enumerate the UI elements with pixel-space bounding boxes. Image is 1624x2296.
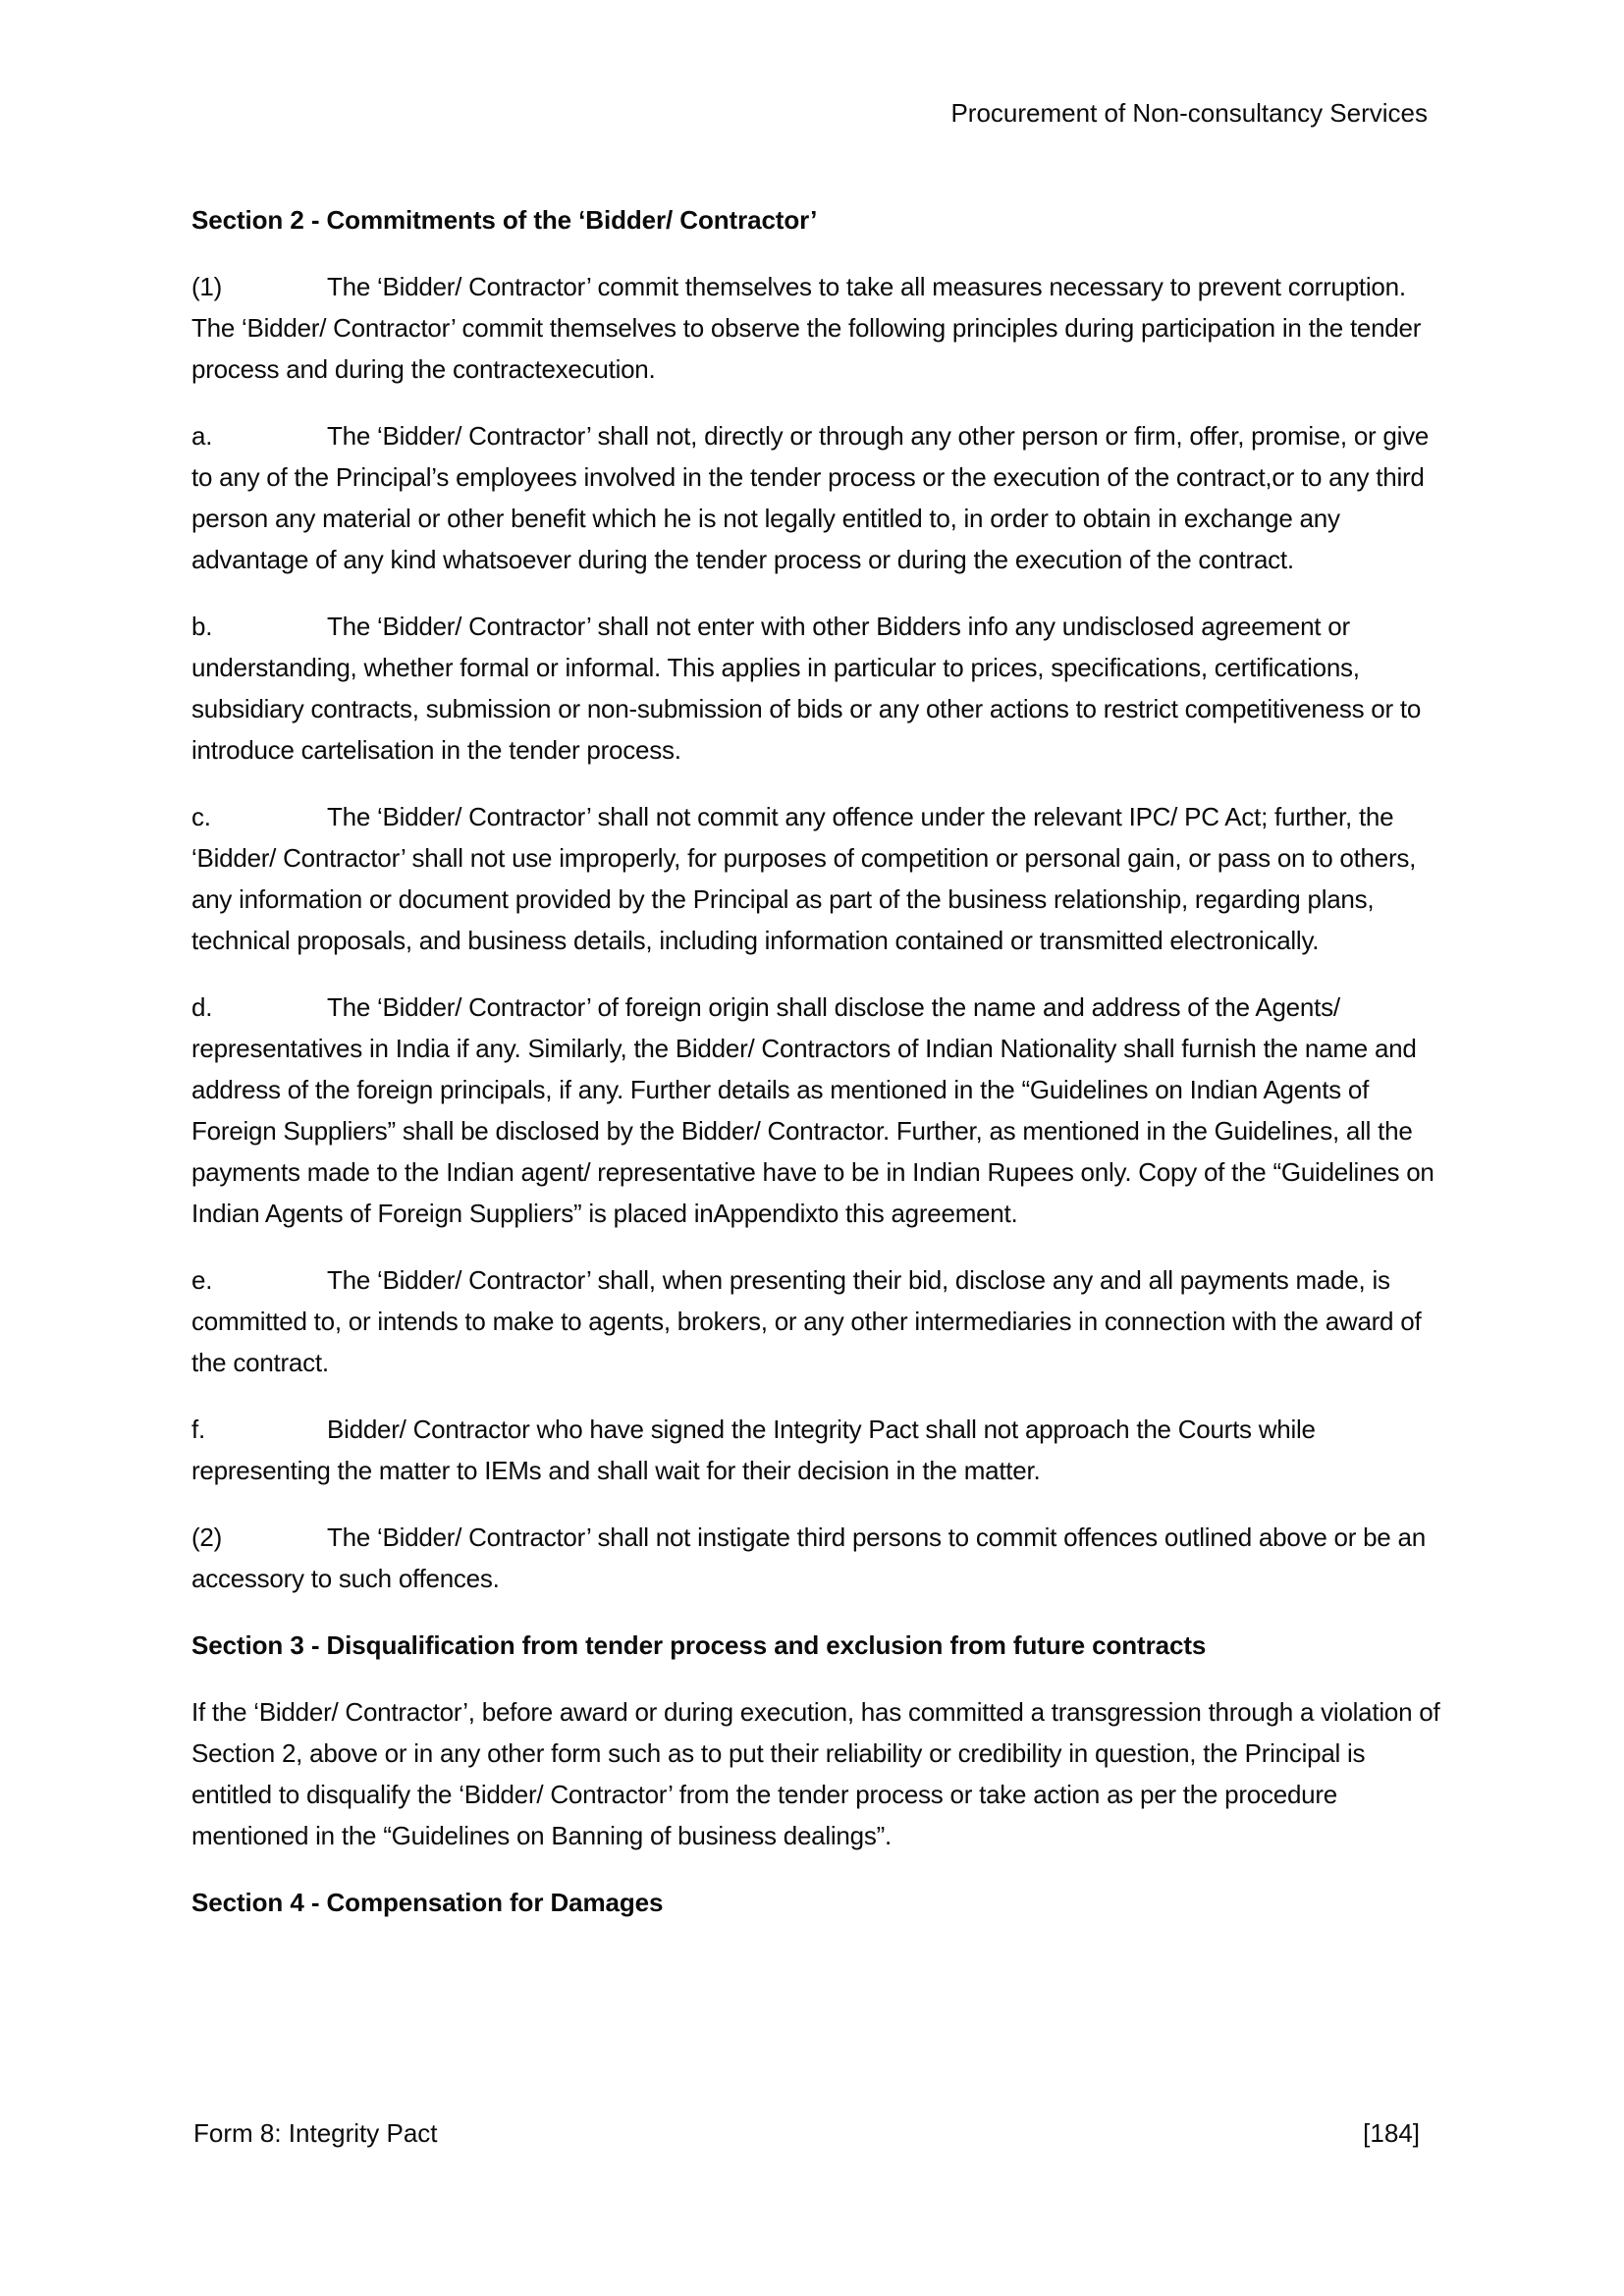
- page-header-text: Procurement of Non-consultancy Services: [950, 98, 1428, 128]
- clause-b-paragraph: [191, 606, 1450, 771]
- section-3-heading: Section 3 - Disqualification from tender process and exclusion from future contracts: [191, 1630, 1207, 1660]
- clause-c-paragraph: [191, 796, 1450, 961]
- section-2-heading: Section 2 - Commitments of the ‘Bidder/ Contractor’: [191, 205, 818, 235]
- clause-1-label: (1): [191, 272, 223, 301]
- clause-d-paragraph: [191, 987, 1450, 1234]
- clause-f-text: Bidder/ Contractor who have signed the Integrity Pact shall not approach the Courts while representing the matter to IEMs and shall wait for their decision in the matter.: [191, 1415, 1316, 1485]
- clause-c-label: c.: [191, 802, 211, 831]
- section-4-heading: Section 4 - Compensation for Damages: [191, 1888, 664, 1917]
- section-3-paragraph: If the ‘Bidder/ Contractor’, before award or during execution, has committed a transgression through a violation of Section 2, above or in any other form such as to put their reliability or credibility in question, the Principal is entitled to disqualify the ‘Bidder/ Contractor’ from the tender process or take action as per the procedure mentioned in the “Guidelines on Banning of business dealings”.: [191, 1697, 1440, 1850]
- clause-e-text: The ‘Bidder/ Contractor’ shall, when presenting their bid, disclose any and all payments made, is committed to, or intends to make to agents, brokers, or any other intermediaries in connection with the award of the contract.: [191, 1265, 1422, 1377]
- clause-f-label: f.: [191, 1415, 205, 1444]
- clause-a-paragraph: [191, 415, 1450, 580]
- footer-form-label: Form 8: Integrity Pact: [193, 2118, 438, 2148]
- clause-d-label: d.: [191, 992, 213, 1022]
- clause-1-paragraph: [191, 266, 1450, 390]
- clause-d-text: The ‘Bidder/ Contractor’ of foreign origin shall disclose the name and address of the Agents/ representatives in India if any. Similarly, the Bidder/ Contractors of Indian Nationality shall furnish the name and address of the foreign principals, if any. Further details as mentioned in the “Guidelines on Indian Agents of Foreign Suppliers” shall be disclosed by the Bidder/ Contractor. Further, as mentioned in the Guidelines, all the payments made to the Indian agent/ representative have to be in Indian Rupees only. Copy of the “Guidelines on Indian Agents of Foreign Suppliers” is placed inAppendixto this agreement.: [191, 992, 1435, 1228]
- clause-b-label: b.: [191, 612, 213, 641]
- footer-page-number: [184]: [1363, 2118, 1420, 2148]
- clause-a-label: a.: [191, 421, 213, 451]
- clause-e-label: e.: [191, 1265, 213, 1295]
- page-footer: [193, 2116, 1420, 2150]
- clause-2-paragraph: [191, 1517, 1450, 1599]
- clause-1-text: The ‘Bidder/ Contractor’ commit themselves to take all measures necessary to prevent corruption. The ‘Bidder/ Contractor’ commit themselves to observe the following principles during participation in the tender process and during the contractexecution.: [191, 272, 1422, 384]
- page-header: [950, 96, 1428, 130]
- clause-a-text: The ‘Bidder/ Contractor’ shall not, directly or through any other person or firm, offer, promise, or give to any of the Principal’s employees involved in the tender process or the execution of the contract,or to any third person any material or other benefit which he is not legally entitled to, in order to obtain in exchange any advantage of any kind whatsoever during the tender process or during the execution of the contract.: [191, 421, 1430, 574]
- clause-e-paragraph: [191, 1259, 1450, 1383]
- clause-2-label: (2): [191, 1522, 223, 1552]
- clause-2-text: The ‘Bidder/ Contractor’ shall not instigate third persons to commit offences outlined above or be an accessory to such offences.: [191, 1522, 1426, 1593]
- clause-b-text: The ‘Bidder/ Contractor’ shall not enter with other Bidders info any undisclosed agreement or understanding, whether formal or informal. This applies in particular to prices, specifications, certifications, subsidiary contracts, submission or non-submission of bids or any other actions to restrict competitiveness or to introduce cartelisation in the tender process.: [191, 612, 1422, 765]
- clause-c-text: The ‘Bidder/ Contractor’ shall not commit any offence under the relevant IPC/ PC Act; further, the ‘Bidder/ Contractor’ shall not use improperly, for purposes of competition or personal gain, or pass on to others, any information or document provided by the Principal as part of the business relationship, regarding plans, technical proposals, and business details, including information contained or transmitted electronically.: [191, 802, 1417, 955]
- clause-f-paragraph: [191, 1409, 1450, 1491]
- document-body: [191, 199, 1450, 1949]
